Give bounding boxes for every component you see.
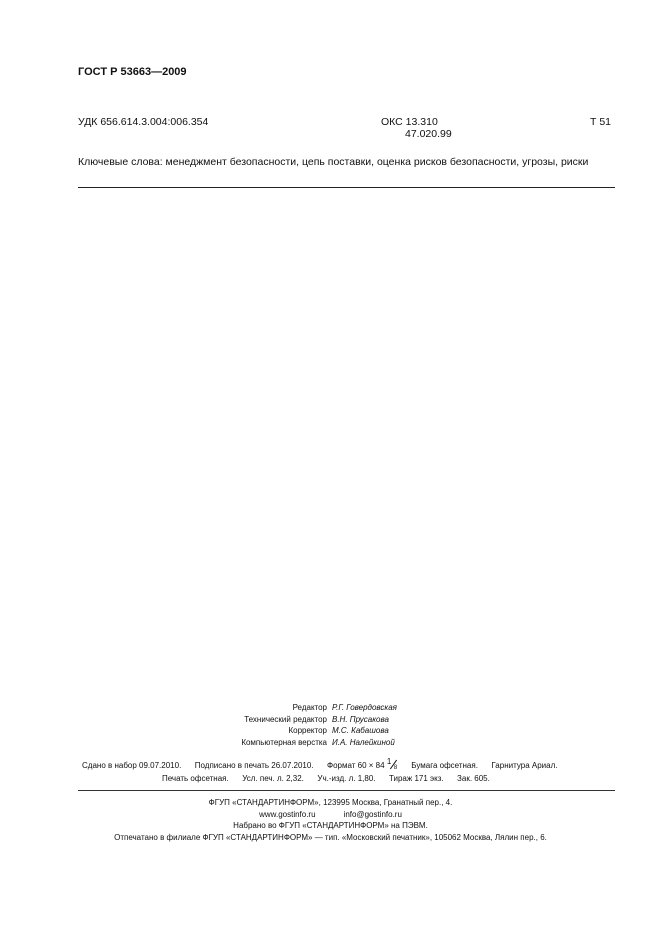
paper-type: Бумага офсетная. [411, 761, 478, 770]
format-denominator: 8 [393, 765, 398, 771]
standard-code: ГОСТ Р 53663—2009 [78, 66, 187, 78]
order-number: Зак. 605. [457, 774, 490, 783]
printing-line-1 [82, 757, 558, 771]
typeset-date: Сдано в набор 09.07.2010. [82, 761, 182, 770]
format-fraction [386, 757, 399, 771]
publisher-block [0, 797, 661, 843]
credit-editor [0, 702, 661, 714]
credit-role: Редактор [292, 703, 327, 712]
oks-code-primary: ОКС 13.310 [381, 116, 438, 128]
oks-code-secondary: 47.020.99 [405, 128, 452, 140]
credit-name: М.С. Кабашова [332, 726, 389, 735]
publisher-email[interactable]: info@gostinfo.ru [343, 809, 402, 819]
typeset-note: Набрано во ФГУП «СТАНДАРТИНФОРМ» на ПЭВМ. [233, 821, 428, 830]
printing-line-2 [162, 774, 490, 783]
publisher-website[interactable]: www.gostinfo.ru [259, 809, 316, 819]
credit-role: Компьютерная верстка [241, 737, 327, 747]
edition-sheets: Уч.-изд. л. 1,80. [317, 774, 376, 783]
credit-role: Корректор [288, 726, 327, 735]
keywords-line: Ключевые слова: менеджмент безопасности, цепь поставки, оценка рисков безопасности, угрозы, риски [78, 156, 589, 168]
credit-tech-editor [0, 714, 661, 726]
credits-block [0, 702, 661, 748]
keywords-divider [78, 187, 615, 188]
format-numerator: 1 [386, 757, 392, 766]
paper-format: Формат 60 × 84 [327, 761, 385, 770]
signed-date: Подписано в печать 26.07.2010. [194, 761, 314, 770]
credit-name: Р.Г. Говердовская [332, 703, 397, 712]
credit-role: Технический редактор [244, 714, 327, 724]
credit-name: И.А. Налейкиной [332, 737, 395, 747]
typeface: Гарнитура Ариал. [491, 761, 558, 770]
imprint-divider [78, 790, 615, 791]
credit-proofreader [0, 725, 661, 737]
publisher-contacts [0, 809, 661, 821]
udk-code: УДК 656.614.3.004:006.354 [78, 116, 209, 128]
publisher-address: ФГУП «СТАНДАРТИНФОРМ», 123995 Москва, Гранатный пер., 4. [208, 798, 453, 807]
print-run: Тираж 171 экз. [388, 774, 444, 783]
print-type: Печать офсетная. [162, 774, 229, 783]
printed-note: Отпечатано в филиале ФГУП «СТАНДАРТИНФОРМ» — тип. «Московский печатник», 105062 Москва, Лялин пер., 6. [114, 832, 547, 842]
credit-layout [0, 737, 661, 749]
t-code: Т 51 [590, 116, 612, 128]
credit-name: В.Н. Прусакова [332, 714, 389, 724]
printed-sheets: Усл. печ. л. 2,32. [242, 774, 304, 783]
